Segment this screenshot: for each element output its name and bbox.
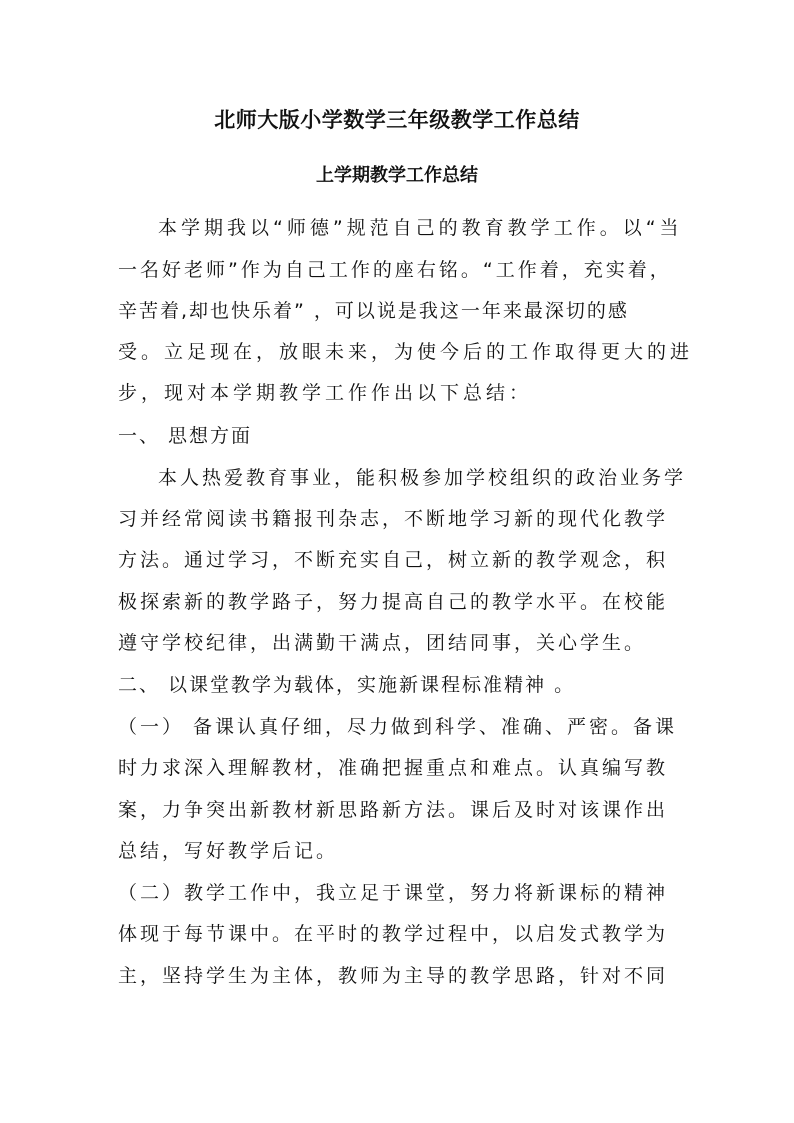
- paragraph-line: 体现于每节课中。在平时的教学过程中，以启发式教学为: [118, 923, 669, 945]
- paragraph-line: 时力求深入理解教材，准确把握重点和难点。认真编写教: [118, 757, 669, 779]
- paragraph-line: （一） 备课认真仔细，尽力做到科学、准确、严密。备课: [118, 716, 678, 738]
- paragraph-line: 总结，写好教学后记。: [118, 840, 339, 862]
- paragraph-line: 方法。通过学习，不断充实自己，树立新的教学观念，积: [118, 549, 669, 571]
- document-subtitle: 上学期教学工作总结: [316, 165, 478, 186]
- paragraph-line: 习并经常阅读书籍报刊杂志，不断地学习新的现代化教学: [118, 508, 669, 530]
- paragraph-line: 本学期我以“师德”规范自己的教育教学工作。以“当: [158, 217, 683, 239]
- paragraph-line: 案，力争突出新教材新思路新方法。课后及时对该课作出: [118, 799, 669, 821]
- paragraph-line: （二）教学工作中，我立足于课堂，努力将新课标的精神: [118, 882, 669, 904]
- paragraph-line: 一名好老师”作为自己工作的座右铭。“工作着，充实着，: [118, 259, 672, 281]
- paragraph-line: 本人热爱教育事业，能积极参加学校组织的政治业务学: [158, 467, 687, 489]
- section-heading: 二、 以课堂教学为载体，实施新课程标准精神 。: [118, 674, 576, 696]
- section-heading: 一、 思想方面: [118, 425, 253, 447]
- paragraph-line: 受。立足现在，放眼未来，为使今后的工作取得更大的进: [118, 341, 694, 363]
- paragraph-line: 遵守学校纪律，出满勤干满点，团结同事，关心学生。: [118, 632, 647, 654]
- paragraph-line: 步，现对本学期教学工作作出以下总结：: [118, 382, 533, 404]
- paragraph-line: 主，坚持学生为主体，教师为主导的教学思路，针对不同: [118, 965, 669, 987]
- document-title: 北师大版小学数学三年级教学工作总结: [214, 108, 580, 132]
- paragraph-line: 极探索新的教学路子，努力提高自己的教学水平。在校能: [118, 591, 669, 613]
- paragraph-line: 辛苦着,却也快乐着” ，可以说是我这一年来最深切的感: [118, 300, 629, 322]
